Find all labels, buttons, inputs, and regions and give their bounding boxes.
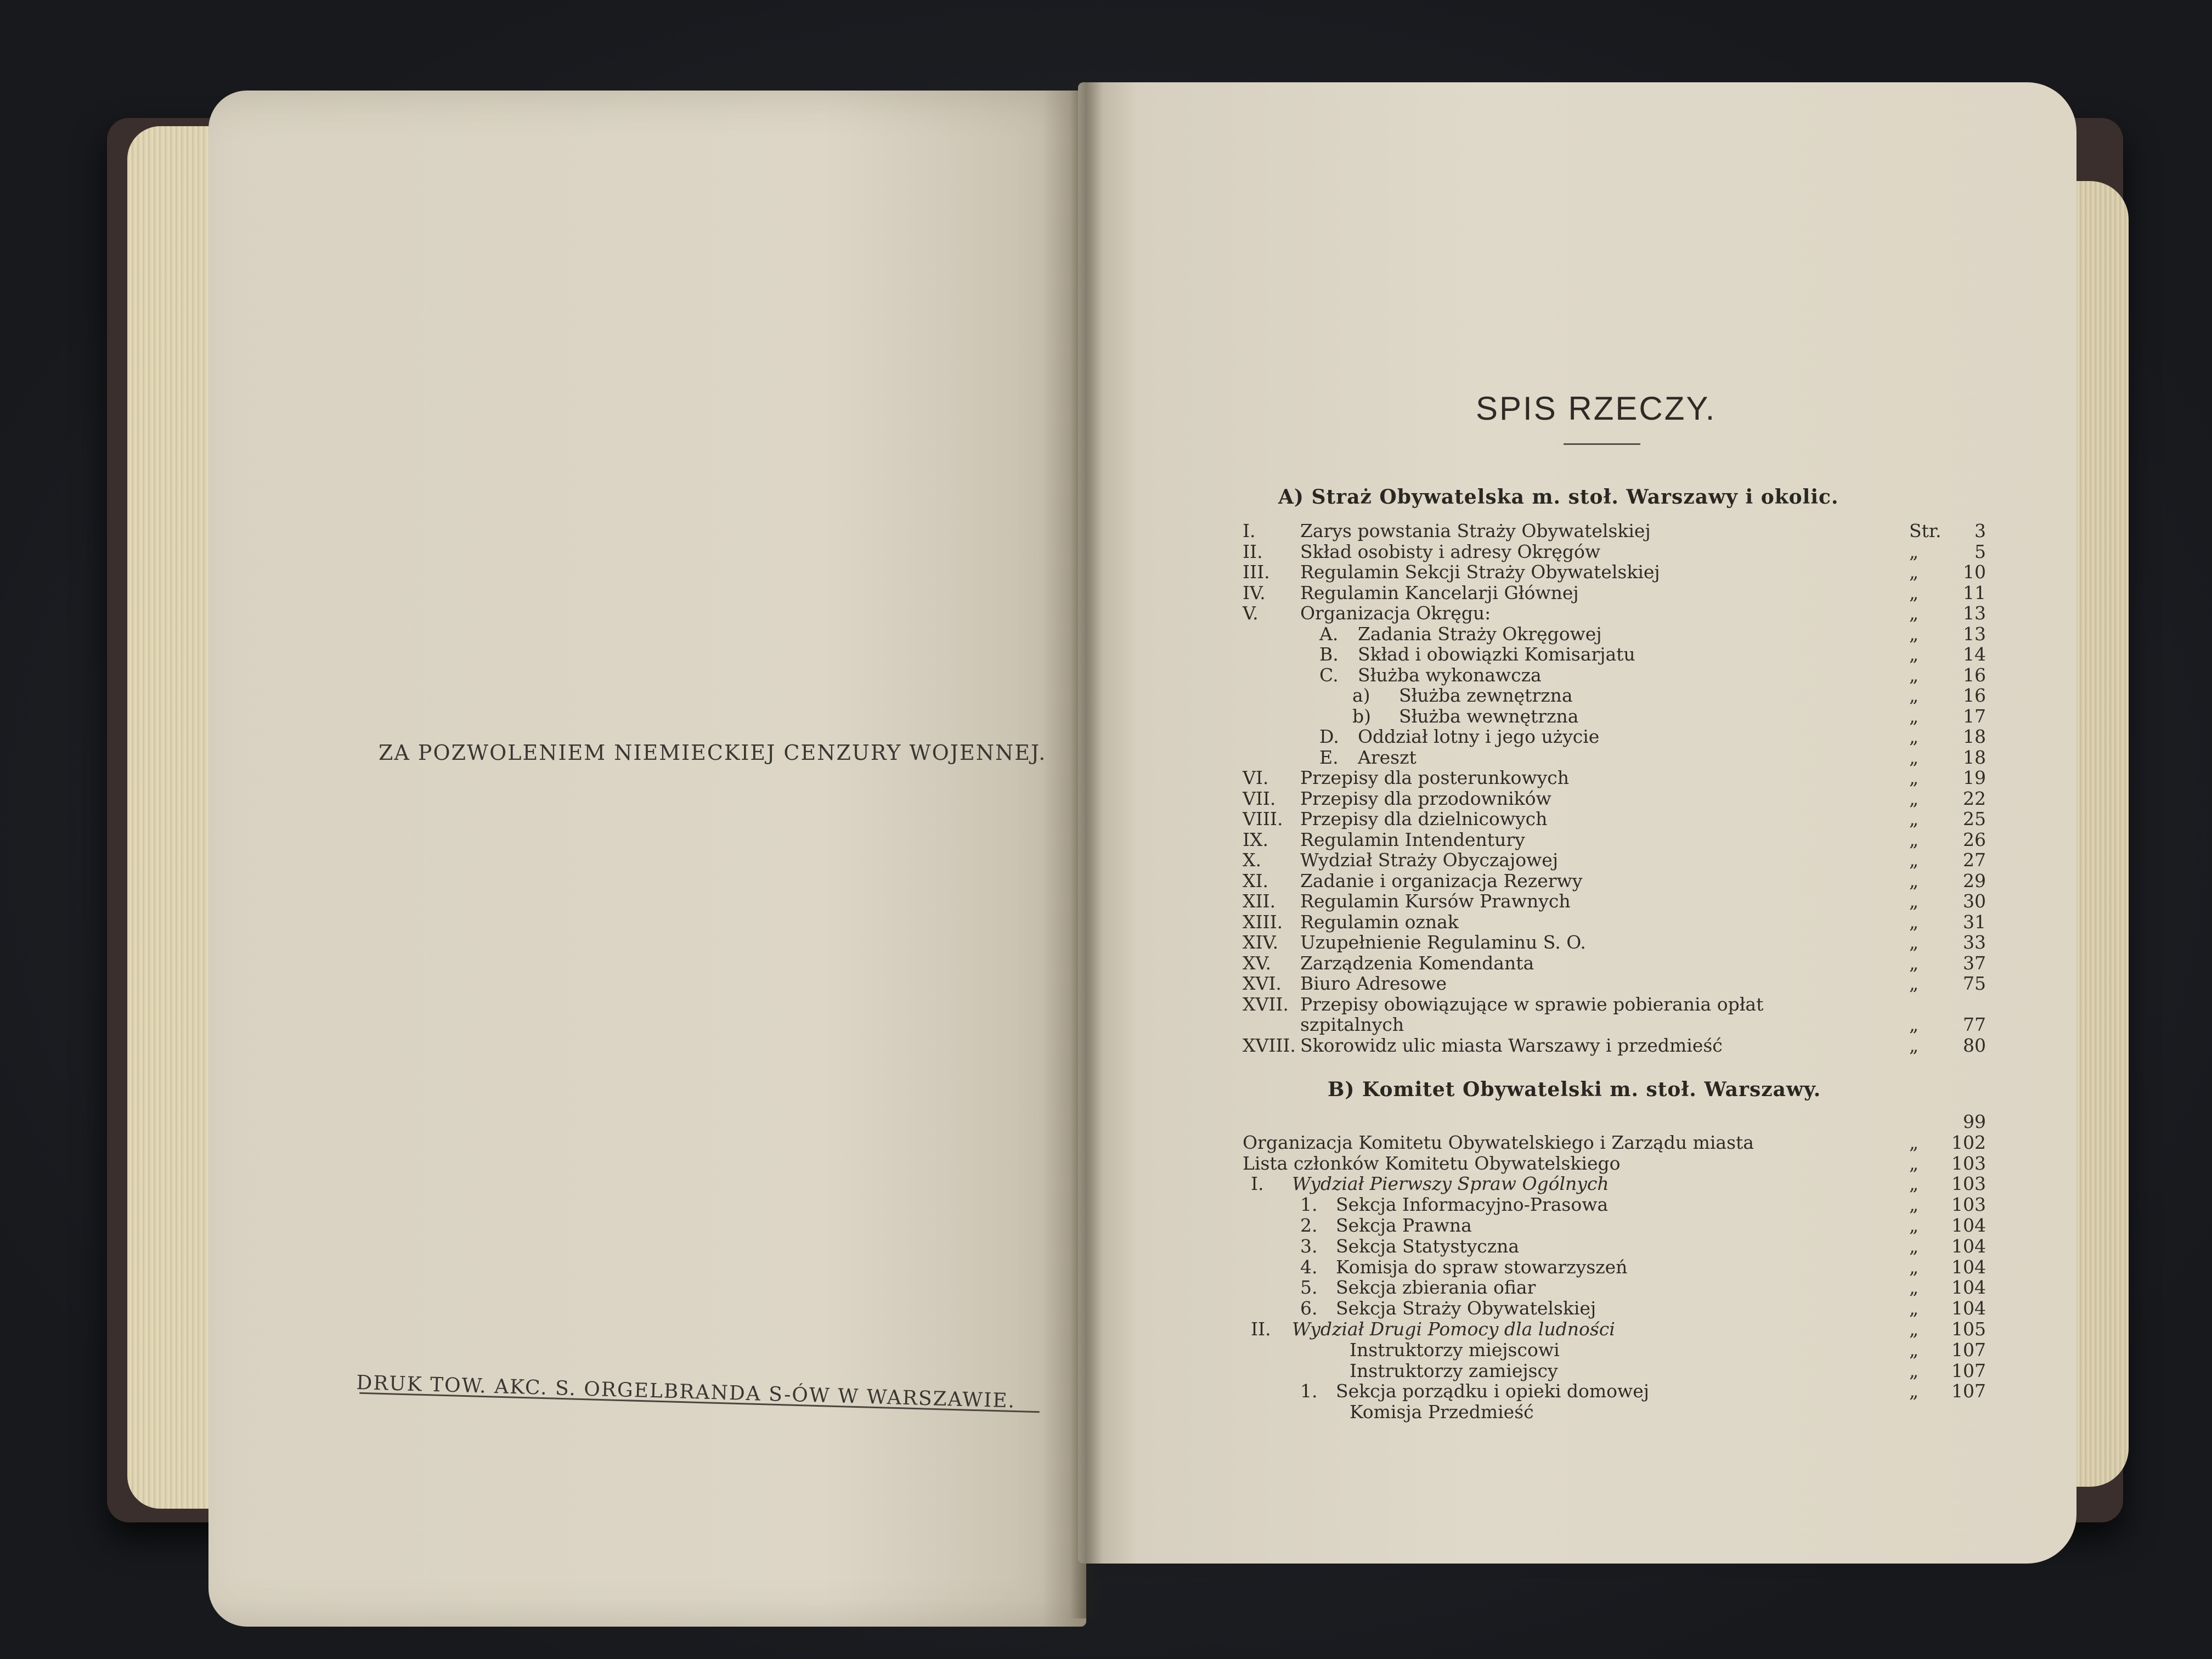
toc-entry-title: Biuro Adresowe [1300,973,1447,994]
book-gutter [1070,82,1103,1618]
toc-entry-page: 5 [1974,540,1986,562]
toc-entry-title: Regulamin Kursów Prawnych [1300,890,1571,912]
toc-entry-ditto-mark: „ [1909,1034,1919,1056]
toc-entry [1243,1339,1986,1360]
toc-entry-ditto-mark: „ [1909,808,1919,830]
toc-entry-number: VIII. [1243,808,1283,830]
toc-entry-number: III. [1243,561,1270,583]
toc-entry [1243,623,1986,644]
toc-entry-page: 75 [1963,973,1986,994]
toc-entry-page: 37 [1963,952,1986,974]
toc-entry-number: XV. [1243,952,1272,974]
toc-entry [1243,1173,1986,1194]
toc-entry [1243,952,1986,973]
toc-entry-title: Organizacja Komitetu Obywatelskiego i Zarządu miasta [1243,1131,1754,1153]
section-b-heading: B) Komitet Obywatelski m. stoł. Warszawy. [1328,1078,1821,1101]
toc-entry [1243,664,1986,685]
toc-entry-title: Lista członków Komitetu Obywatelskiego [1243,1152,1621,1174]
toc-entry-ditto-mark: „ [1909,1014,1919,1035]
toc-entry-page: 26 [1963,828,1986,850]
toc-entry-page: 107 [1951,1339,1986,1361]
toc-entry-number: I. [1251,1173,1264,1195]
toc-entry-ditto-mark: „ [1909,685,1919,706]
toc-entry-ditto-mark: „ [1909,828,1919,850]
toc-entry-title: Instruktorzy zamiejscy [1350,1359,1558,1381]
toc-entry [1243,1111,1986,1132]
toc-entry-title: Przepisy dla przodowników [1300,787,1551,809]
toc-entry-number: IX. [1243,828,1269,850]
toc-entry-number: XIII. [1243,911,1283,933]
toc-entry-page: 3 [1974,520,1986,541]
toc-entry-page: 25 [1963,808,1986,830]
toc-entry-title: Sekcja Straży Obywatelskiej [1336,1297,1596,1319]
toc-title: SPIS RZECZY. [1476,390,1717,427]
toc-entry-title: Sekcja zbierania ofiar [1336,1277,1536,1299]
censorship-note: ZA POZWOLENIEM NIEMIECKIEJ CENZURY WOJENNEJ. [379,741,1047,765]
toc-entry-ditto-mark: „ [1909,540,1919,562]
toc-entry-ditto-mark: „ [1909,582,1919,603]
toc-entry-ditto-mark: Str. [1909,520,1942,541]
toc-entry [1243,602,1986,623]
toc-entry-page: 17 [1963,705,1986,727]
toc-entry-page: 27 [1963,849,1986,871]
toc-entry-title: Skład osobisty i adresy Okręgów [1300,540,1601,562]
toc-entry-title: Wydział Pierwszy Spraw Ogólnych [1292,1173,1609,1195]
toc-entry [1243,1194,1986,1215]
toc-entry-page: 16 [1963,664,1986,686]
toc-entry-ditto-mark: „ [1909,705,1919,727]
toc-entry-title: Wydział Drugi Pomocy dla ludności [1292,1318,1615,1340]
toc-entry-ditto-mark: „ [1909,932,1919,953]
toc-entry [1243,1401,1986,1422]
toc-entry-number: VI. [1243,767,1269,788]
toc-entry-title: Komisja Przedmieść [1350,1401,1534,1423]
toc-entry-page: 104 [1951,1256,1986,1278]
toc-entry-page: 14 [1963,644,1986,665]
toc-entry-ditto-mark: „ [1909,849,1919,871]
toc-entry-ditto-mark: „ [1909,787,1919,809]
toc-entry-number: a) [1352,685,1370,706]
toc-entry-title: Areszt [1358,746,1417,768]
toc-entry-number: 4. [1300,1256,1318,1278]
toc-entry-page: 10 [1963,561,1986,583]
toc-entry [1243,520,1986,541]
toc-entry-page: 29 [1963,870,1986,891]
toc-entry-ditto-mark: „ [1909,1131,1919,1153]
toc-entry [1243,1035,1986,1056]
toc-entry-number: XVIII. [1243,1034,1296,1056]
toc-entry [1243,1132,1986,1153]
toc-entry-title: Uzupełnienie Regulaminu S. O. [1300,932,1586,953]
toc-entry-page: 107 [1951,1359,1986,1381]
toc-entry-number: V. [1243,602,1259,624]
toc-entry-title: Sekcja porządku i opieki domowej [1336,1380,1650,1402]
toc-entry-ditto-mark: „ [1909,1235,1919,1257]
toc-entry [1243,767,1986,788]
toc-entry-page: 18 [1963,746,1986,768]
toc-entry-page: 102 [1951,1131,1986,1153]
toc-entry [1243,1380,1986,1401]
toc-entry [1243,994,1986,1014]
toc-entry [1243,541,1986,562]
toc-entry [1243,788,1986,809]
toc-entry [1243,582,1986,603]
toc-entry-title: Sekcja Informacyjno-Prasowa [1336,1194,1609,1216]
toc-entry-title: Służba zewnętrzna [1399,685,1573,706]
toc-entry-ditto-mark: „ [1909,644,1919,665]
toc-entry-title: Sekcja Prawna [1336,1215,1472,1236]
toc-entry-number: C. [1319,664,1339,686]
toc-entry-ditto-mark: „ [1909,973,1919,994]
toc-entry-title: Oddział lotny i jego użycie [1358,726,1600,747]
toc-entry-ditto-mark: „ [1909,602,1919,624]
toc-entry-number: 6. [1300,1297,1318,1319]
toc-entry-number: 1. [1300,1194,1318,1216]
toc-entry-ditto-mark: „ [1909,952,1919,974]
toc-entry-page: 77 [1963,1014,1986,1035]
toc-entry-ditto-mark: „ [1909,1277,1919,1299]
toc-entry-page: 107 [1951,1380,1986,1402]
toc-entry-number: B. [1319,644,1339,665]
toc-entry-title: Wydział Straży Obyczajowej [1300,849,1559,871]
toc-entry-title: Regulamin Intendentury [1300,828,1525,850]
toc-entry-ditto-mark: „ [1909,1359,1919,1381]
toc-entry-ditto-mark: „ [1909,1152,1919,1174]
toc-entry [1243,1014,1986,1035]
toc-entry-ditto-mark: „ [1909,870,1919,891]
toc-entry-title: Skorowidz ulic miasta Warszawy i przedmieść [1300,1034,1723,1056]
toc-entry-title: Przepisy dla dzielnicowych [1300,808,1548,830]
toc-entry [1243,1215,1986,1235]
toc-entry [1243,890,1986,911]
toc-entry-title: Zarządzenia Komendanta [1300,952,1534,974]
toc-entry-number: A. [1319,623,1339,645]
toc-entry-number: XI. [1243,870,1269,891]
toc-entry-ditto-mark: „ [1909,1339,1919,1361]
toc-entry-page: 31 [1963,911,1986,933]
toc-entry-ditto-mark: „ [1909,623,1919,645]
toc-entry-page: 104 [1951,1215,1986,1236]
toc-entry-title: szpitalnych [1300,1014,1404,1035]
toc-entry [1243,1297,1986,1318]
toc-entry-page: 99 [1963,1111,1986,1132]
toc-entry-page: 13 [1963,623,1986,645]
toc-entry-number: 2. [1300,1215,1318,1236]
toc-entry-title: Instruktorzy miejscowi [1350,1339,1560,1361]
toc-entry-ditto-mark: „ [1909,1380,1919,1402]
toc-entry-page: 103 [1951,1194,1986,1216]
toc-entry-ditto-mark: „ [1909,1318,1919,1340]
toc-entry-page: 22 [1963,787,1986,809]
toc-entry [1243,561,1986,582]
toc-entry [1243,1235,1986,1256]
toc-entry-title: Zadania Straży Okręgowej [1358,623,1602,645]
toc-entry-title: Zadanie i organizacja Rezerwy [1300,870,1583,891]
toc-entry-number: XIV. [1243,932,1279,953]
toc-entry-page: 103 [1951,1152,1986,1174]
toc-entry-page: 19 [1963,767,1986,788]
toc-entry-ditto-mark: „ [1909,726,1919,747]
toc-entry [1243,1153,1986,1173]
toc-entry-ditto-mark: „ [1909,1173,1919,1195]
toc-entry-number: II. [1251,1318,1271,1340]
toc-entry-ditto-mark: „ [1909,746,1919,768]
toc-entry-title: Sekcja Statystyczna [1336,1235,1520,1257]
toc-entry [1243,911,1986,932]
toc-entry-title: Przepisy obowiązujące w sprawie pobierania opłat [1300,993,1764,1015]
toc-entry-ditto-mark: „ [1909,1215,1919,1236]
toc-entry [1243,932,1986,952]
toc-entry-ditto-mark: „ [1909,1297,1919,1319]
toc-entry-number: X. [1243,849,1261,871]
title-rule [1564,443,1640,445]
toc-entry-number: 5. [1300,1277,1318,1299]
toc-entry [1243,1360,1986,1381]
toc-entry-number: b) [1352,705,1371,727]
toc-entry [1243,726,1986,747]
toc-entry-page: 11 [1963,582,1986,603]
toc-entry-ditto-mark: „ [1909,1256,1919,1278]
toc-entry-title: Służba wykonawcza [1358,664,1542,686]
toc-entry-title: Służba wewnętrzna [1399,705,1579,727]
toc-entry-number: XVI. [1243,973,1282,994]
toc-entry-page: 105 [1951,1318,1986,1340]
toc-entry-page: 104 [1951,1277,1986,1299]
toc-entry [1243,829,1986,850]
toc-entry-ditto-mark: „ [1909,890,1919,912]
toc-entry-title: Skład i obowiązki Komisarjatu [1358,644,1635,665]
section-a-heading: A) Straż Obywatelska m. stoł. Warszawy i okolic. [1278,486,1839,509]
toc-entry [1243,973,1986,994]
toc-entry [1243,808,1986,829]
toc-entry [1243,644,1986,664]
toc-entry-title: Regulamin Sekcji Straży Obywatelskiej [1300,561,1660,583]
toc-entry-number: VII. [1243,787,1276,809]
toc-entry-ditto-mark: „ [1909,767,1919,788]
toc-entry [1243,870,1986,891]
toc-entry-number: 3. [1300,1235,1318,1257]
toc-entry-page: 13 [1963,602,1986,624]
toc-entry-page: 18 [1963,726,1986,747]
toc-entry [1243,849,1986,870]
toc-entry-title: Zarys powstania Straży Obywatelskiej [1300,520,1651,541]
toc-entry-number: XII. [1243,890,1276,912]
toc-entry-ditto-mark: „ [1909,1194,1919,1216]
toc-entry-number: I. [1243,520,1256,541]
toc-entry-number: 1. [1300,1380,1318,1402]
toc-entry-title: Organizacja Okręgu: [1300,602,1491,624]
toc-entry-page: 103 [1951,1173,1986,1195]
toc-entry-title: Komisja do spraw stowarzyszeń [1336,1256,1628,1278]
printer-imprint: DRUK TOW. AKC. S. ORGELBRANDA S-ÓW W WARSZAWIE. [356,1372,1016,1413]
toc-entry [1243,747,1986,768]
toc-entry-title: Regulamin oznak [1300,911,1459,933]
toc-entry [1243,706,1986,726]
toc-entry-number: XVII. [1243,993,1289,1015]
toc-entry-ditto-mark: „ [1909,561,1919,583]
toc-entry-number: IV. [1243,582,1266,603]
toc-entry-number: D. [1319,726,1339,747]
toc-entry-ditto-mark: „ [1909,664,1919,686]
toc-entry-number: II. [1243,540,1263,562]
toc-entry-page: 104 [1951,1235,1986,1257]
toc-entry [1243,1318,1986,1339]
toc-entry-ditto-mark: „ [1909,911,1919,933]
toc-entry-title: Regulamin Kancelarji Głównej [1300,582,1579,603]
toc-entry-page: 16 [1963,685,1986,706]
toc-entry-title: Przepisy dla posterunkowych [1300,767,1569,788]
toc-entry-page: 80 [1963,1034,1986,1056]
toc-entry-page: 33 [1963,932,1986,953]
toc-entry-page: 30 [1963,890,1986,912]
toc-entry [1243,1277,1986,1297]
toc-entry-page: 104 [1951,1297,1986,1319]
toc-entry-number: E. [1319,746,1339,768]
toc-entry [1243,685,1986,706]
toc-entry [1243,1256,1986,1277]
